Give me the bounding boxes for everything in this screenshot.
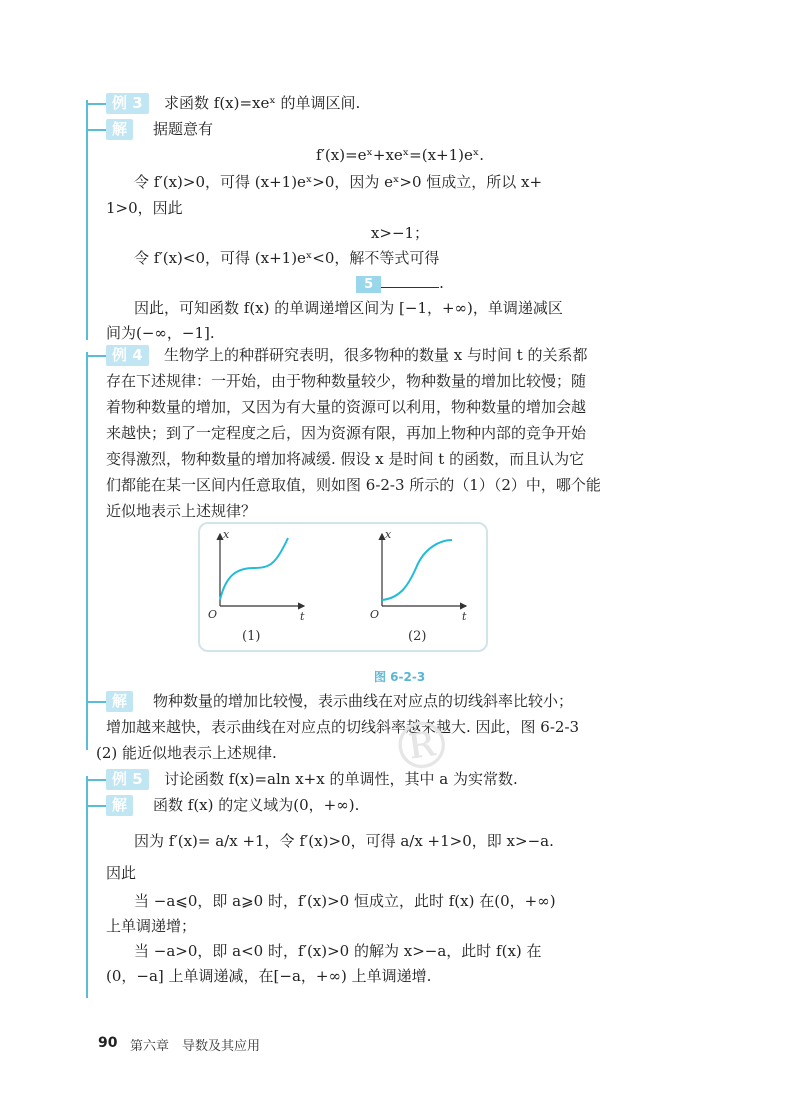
- graph-1-curve: [220, 538, 288, 600]
- ex5-line-3: 当 −a⩽0，即 a⩾0 时，f′(x)>0 恒成立，此时 f(x) 在(0，+∞): [134, 892, 556, 910]
- blank-number-badge: 5: [356, 276, 381, 293]
- example-5-solution-tag: 解: [106, 795, 133, 816]
- margin-rule-ex4: [86, 352, 88, 750]
- graph-1-y-label: x: [223, 528, 230, 541]
- chapter-title: 第六章 导数及其应用: [130, 1039, 261, 1054]
- ex3-line-6: 因此，可知函数 f(x) 的单调递增区间为 [−1，+∞)，单调递减区: [134, 299, 563, 317]
- ex4-line-6: 近似地表示上述规律？: [106, 502, 257, 520]
- ex4-line-2: 着物种数量的增加，又因为有大量的资源可以利用，物种数量的增加会越: [106, 398, 587, 416]
- tag-rule-ex3-sol: [86, 129, 108, 131]
- ex4-line-4: 变得激烈，物种数量的增加将减缓. 假设 x 是时间 t 的函数，而且认为它: [106, 450, 585, 468]
- figure-caption: 图 6-2-3: [374, 670, 426, 684]
- ex4-sol-line-1: 增加越来越快，表示曲线在对应点的切线斜率越来越大. 因此，图 6-2-3: [106, 718, 580, 736]
- graph-2: [370, 528, 467, 644]
- figure-6-2-3: [198, 522, 488, 652]
- ex4-line-0: 生物学上的种群研究表明，很多物种的数量 x 与时间 t 的关系都: [164, 346, 588, 364]
- tag-rule-ex3: [86, 103, 108, 105]
- example-3-solution-tag: 解: [106, 119, 133, 140]
- figure-graphs: [200, 524, 486, 650]
- answer-blank-line[interactable]: [381, 273, 439, 288]
- ex3-line-4: x>−1；: [370, 224, 430, 242]
- graph-1-origin: O: [208, 608, 218, 621]
- margin-rule-ex5: [86, 776, 88, 998]
- example-5-question: 讨论函数 f(x)=aln x+x 的单调性，其中 a 为实常数.: [164, 770, 518, 788]
- ex3-line-2: 令 f′(x)>0，可得 (x+1)eˣ>0，因为 eˣ>0 恒成立，所以 x+: [134, 173, 543, 191]
- tag-rule-ex4: [86, 355, 108, 357]
- graph-2-label: (2): [408, 629, 427, 644]
- ex3-line-5: 令 f′(x)<0，可得 (x+1)eˣ<0，解不等式可得: [134, 249, 440, 267]
- ex4-line-3: 来越快；到了一定程度之后，因为资源有限，再加上物种内部的竞争开始: [106, 424, 587, 442]
- example-3-question: 求函数 f(x)=xeˣ 的单调区间.: [164, 94, 361, 112]
- example-4-tag: 例 4: [106, 345, 149, 366]
- graph-2-y-label: x: [385, 528, 392, 541]
- example-4-solution-tag: 解: [106, 691, 133, 712]
- ex3-line-1: f′(x)=eˣ+xeˣ=(x+1)eˣ.: [315, 146, 485, 164]
- ex3-line-7: 间为(−∞，−1].: [106, 324, 215, 342]
- ex5-line-1: 因为 f′(x)= a/x +1，令 f′(x)>0，可得 a/x +1>0，即 x>−a.: [134, 832, 554, 850]
- ex4-line-1: 存在下述规律：一开始，由于物种数量较少，物种数量的增加比较慢；随: [106, 372, 587, 390]
- ex5-line-0: 函数 f(x) 的定义域为(0，+∞).: [153, 796, 360, 814]
- graph-2-x-label: t: [462, 610, 467, 623]
- margin-rule-ex3: [86, 100, 88, 340]
- ex3-blank[interactable]: [0, 272, 800, 294]
- example-5-tag: 例 5: [106, 769, 149, 790]
- watermark: ®: [385, 705, 459, 789]
- ex4-line-5: 们都能在某一区间内任意取值，则如图 6-2-3 所示的（1）（2）中，哪个能: [106, 476, 601, 494]
- ex5-line-6: (0，−a] 上单调递减，在[−a，+∞) 上单调递增.: [106, 967, 432, 985]
- graph-2-curve: [382, 540, 452, 600]
- tag-rule-ex5-sol: [86, 805, 108, 807]
- blank-tail: .: [439, 274, 444, 292]
- ex4-sol-line-2: (2) 能近似地表示上述规律.: [96, 744, 277, 762]
- ex5-line-4: 上单调递增；: [106, 917, 197, 935]
- ex5-line-2: 因此: [106, 864, 137, 882]
- tag-rule-ex4-sol: [86, 701, 108, 703]
- ex3-line-3: 1>0，因此: [106, 199, 183, 217]
- graph-2-origin: O: [370, 608, 380, 621]
- ex5-line-5: 当 −a>0，即 a<0 时，f′(x)>0 的解为 x>−a，此时 f(x) 在: [134, 942, 542, 960]
- graph-1-x-label: t: [300, 610, 305, 623]
- ex4-sol-line-0: 物种数量的增加比较慢，表示曲线在对应点的切线斜率比较小；: [153, 692, 574, 710]
- graph-1-label: (1): [242, 629, 261, 644]
- page-number: 90: [98, 1035, 118, 1051]
- ex3-line-0: 据题意有: [153, 120, 214, 138]
- graph-1: [208, 528, 305, 644]
- example-3-tag: 例 3: [106, 93, 149, 114]
- tag-rule-ex5: [86, 779, 108, 781]
